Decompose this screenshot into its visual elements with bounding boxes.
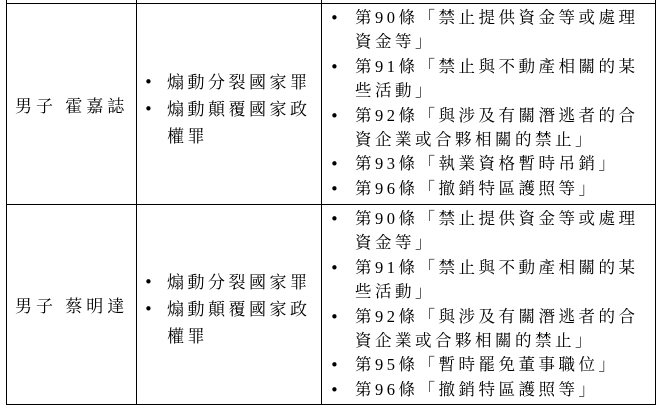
list-item [330,152,647,176]
list-item [144,69,317,96]
charge-text: 煽動分裂國家罪 [167,273,311,292]
article-text: 第95條「暫時罷免董事職位」 [355,355,619,375]
list-item [330,177,647,201]
partial-charges-cell [136,0,321,3]
bullet-icon: • [144,99,153,118]
charges-cell [136,4,321,204]
table-row [7,3,655,204]
list-item [330,378,647,402]
bullet-icon: • [330,258,339,277]
charges-cell [136,205,321,404]
article-text: 第91條「禁止與不動產相關的某些活動」 [355,56,639,101]
article-text: 第91條「禁止與不動產相關的某些活動」 [355,257,639,302]
list-item [330,55,647,104]
articles-cell [321,4,655,204]
bullet-icon: • [330,179,339,198]
article-text: 第92條「與涉及有關潛逃者的合資企業或合夥相關的禁止」 [355,105,639,150]
bullet-icon: • [144,72,153,91]
bullet-icon: • [330,9,339,27]
article-text: 第96條「撤銷特區護照等」 [355,379,599,399]
charge-text: 煽動顛覆國家政權罪 [167,99,311,146]
bullet-icon: • [330,356,339,375]
person-name: 男子 蔡明達 [15,297,129,316]
list-item [144,296,317,350]
person-name-cell [7,205,136,404]
list-item [330,353,647,377]
list-item [144,269,317,296]
charge-text: 煽動分裂國家罪 [167,72,311,92]
list-item [330,256,647,305]
article-text: 第92條「與涉及有關潛逃者的合資企業或合夥相關的禁止」 [355,306,639,351]
article-text: 第96條「撤銷特區護照等」 [355,178,599,198]
table-row-partial [7,0,655,3]
bullet-icon: • [144,273,153,291]
partial-articles-cell [321,0,655,3]
bullet-icon: • [330,155,339,174]
charge-text: 煽動顛覆國家政權罪 [167,300,311,346]
bullet-icon: • [330,210,339,228]
list-item [330,207,647,256]
person-name-cell [7,4,136,204]
list-item [144,96,317,150]
bullet-icon: • [330,106,339,125]
bullet-icon: • [330,380,339,399]
article-text: 第93條「執業資格暫時吊銷」 [355,154,619,174]
list-item [330,6,647,55]
bullet-icon: • [330,57,339,76]
list-item [330,305,647,354]
article-text: 第90條「禁止提供資金等或處理資金等」 [355,8,639,52]
person-name: 男子 霍嘉誌 [15,96,129,116]
article-text: 第90條「禁止提供資金等或處理資金等」 [355,209,639,253]
list-item [330,104,647,153]
bullet-icon: • [330,307,339,326]
articles-cell [321,205,655,404]
partial-name-cell [7,0,136,3]
bullet-icon: • [144,300,153,318]
table-row [7,204,655,404]
sanctions-table [6,0,656,405]
